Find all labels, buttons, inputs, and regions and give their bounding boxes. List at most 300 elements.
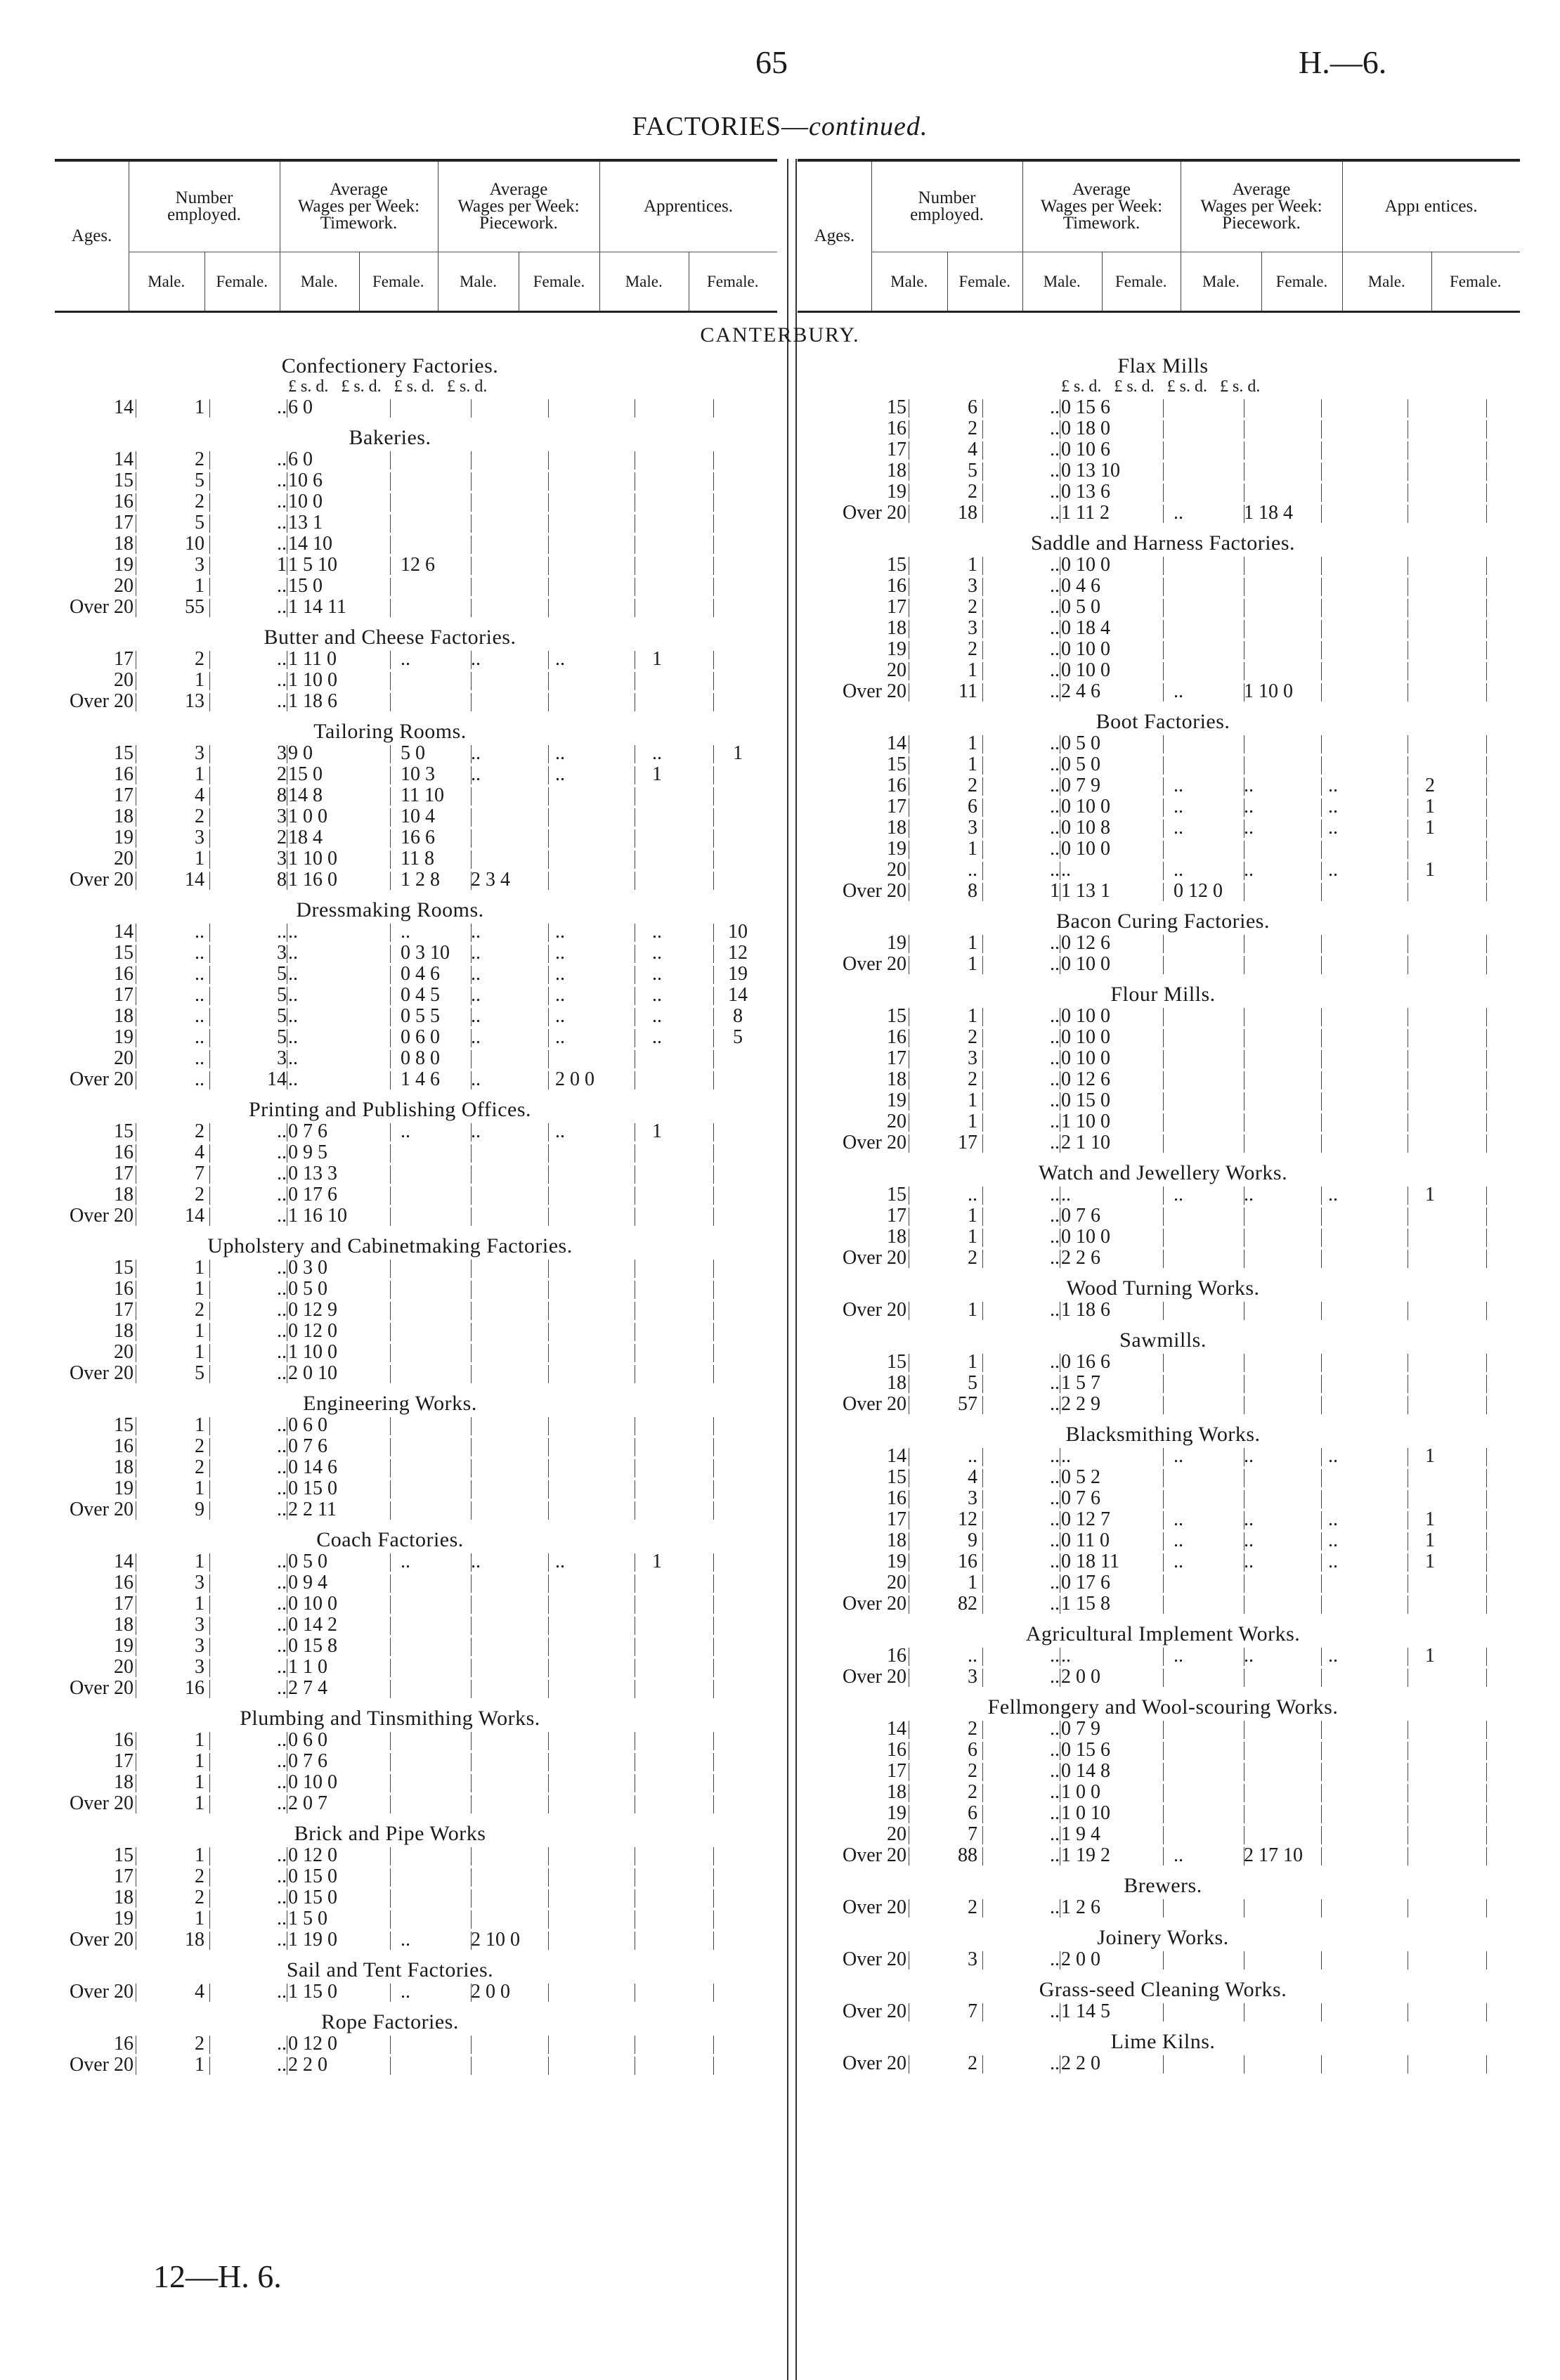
column-rule bbox=[209, 1008, 210, 1026]
table-row bbox=[780, 397, 1546, 418]
female-count: .. bbox=[1050, 1666, 1060, 1688]
timework-male: 0 10 0 bbox=[1061, 659, 1110, 681]
table-row bbox=[7, 397, 773, 418]
column-rule bbox=[1321, 641, 1322, 659]
column-rule bbox=[209, 1260, 210, 1278]
column-rule bbox=[471, 1186, 472, 1205]
timework-male: 1 10 0 bbox=[288, 848, 337, 869]
column-rule bbox=[1163, 505, 1164, 523]
timework-male: 0 10 0 bbox=[288, 1593, 337, 1615]
column-rule bbox=[1163, 1375, 1164, 1393]
age-cell: Over 20 bbox=[70, 869, 134, 891]
column-rule bbox=[1486, 578, 1487, 596]
female-count: .. bbox=[1050, 460, 1060, 481]
table-row bbox=[780, 1027, 1546, 1048]
age-cell: 16 bbox=[114, 491, 134, 512]
column-rule bbox=[1321, 599, 1322, 617]
column-rule bbox=[713, 536, 714, 554]
section-title: Tailoring Rooms. bbox=[313, 720, 467, 743]
table-row bbox=[780, 1488, 1546, 1509]
male-count: 3 bbox=[968, 1948, 977, 1970]
column-header-left bbox=[55, 159, 777, 313]
factory-section bbox=[7, 427, 773, 618]
table-row bbox=[780, 555, 1546, 576]
column-rule bbox=[982, 1805, 983, 1823]
table-row bbox=[780, 1719, 1546, 1740]
timework-male: 2 2 6 bbox=[1061, 1247, 1100, 1269]
column-rule bbox=[1486, 557, 1487, 575]
timework-male: 0 10 0 bbox=[1061, 796, 1110, 817]
column-rule bbox=[390, 1638, 391, 1656]
timework-female: 10 4 bbox=[401, 806, 435, 827]
male-count: 2 bbox=[968, 481, 977, 503]
age-cell: 17 bbox=[114, 1865, 134, 1887]
age-cell: 15 bbox=[114, 1120, 134, 1142]
factory-section bbox=[780, 1162, 1546, 1269]
male-count: .. bbox=[195, 1047, 204, 1069]
table-row bbox=[780, 1048, 1546, 1069]
column-rule bbox=[209, 536, 210, 554]
male-count: 2 bbox=[195, 648, 204, 670]
table-row bbox=[7, 576, 773, 597]
male-count: 14 bbox=[185, 1205, 204, 1227]
apprentice-male: 1 bbox=[1425, 1645, 1435, 1667]
column-rule bbox=[1321, 1050, 1322, 1068]
column-rule bbox=[982, 883, 983, 901]
column-rule bbox=[1486, 862, 1487, 880]
table-row bbox=[7, 1908, 773, 1929]
piecework-male: .. bbox=[1244, 1445, 1254, 1467]
column-rule bbox=[471, 1596, 472, 1614]
table-row bbox=[7, 1415, 773, 1436]
female-count: 2 bbox=[277, 827, 287, 848]
column-rule bbox=[548, 1659, 549, 1677]
female-count: .. bbox=[277, 1205, 287, 1227]
factory-section bbox=[7, 1959, 773, 2003]
table-row bbox=[7, 869, 773, 891]
female-count: .. bbox=[1050, 554, 1060, 576]
timework-male: 0 12 0 bbox=[288, 1320, 337, 1342]
age-cell: Over 20 bbox=[843, 880, 906, 902]
age-cell: Over 20 bbox=[70, 1981, 134, 2003]
table-row bbox=[780, 1394, 1546, 1415]
column-rule bbox=[1163, 1742, 1164, 1760]
female-count: .. bbox=[1050, 1047, 1060, 1069]
timework-male: 0 12 9 bbox=[288, 1299, 337, 1321]
timework-male: 6 0 bbox=[288, 396, 313, 418]
column-rule bbox=[1163, 935, 1164, 953]
table-row bbox=[7, 1257, 773, 1279]
female-count: .. bbox=[1050, 1005, 1060, 1027]
column-rule bbox=[982, 1229, 983, 1247]
age-cell: 14 bbox=[114, 396, 134, 418]
page-number: 65 bbox=[755, 44, 788, 80]
column-rule bbox=[390, 1417, 391, 1435]
timework-male: 13 1 bbox=[288, 512, 323, 533]
apprentice-male: 1 bbox=[1425, 1184, 1435, 1205]
column-rule bbox=[1486, 735, 1487, 754]
column-rule bbox=[982, 1029, 983, 1047]
piecework-female: .. bbox=[555, 1005, 565, 1027]
table-row bbox=[7, 985, 773, 1006]
timework-male: 0 9 4 bbox=[288, 1572, 327, 1593]
male-count: 5 bbox=[968, 1372, 977, 1394]
female-count: .. bbox=[1050, 418, 1060, 439]
column-rule bbox=[982, 841, 983, 859]
column-rule bbox=[1163, 1532, 1164, 1551]
column-rule bbox=[209, 987, 210, 1005]
age-cell: 16 bbox=[114, 2033, 134, 2055]
column-rule bbox=[548, 1165, 549, 1184]
male-count: 1 bbox=[195, 1771, 204, 1793]
timework-male: 1 0 0 bbox=[288, 806, 327, 827]
column-rule bbox=[209, 1281, 210, 1299]
column-rule bbox=[548, 1302, 549, 1320]
column-rule bbox=[982, 599, 983, 617]
column-rule bbox=[209, 472, 210, 491]
male-count: 1 bbox=[968, 1005, 977, 1027]
column-rule bbox=[1321, 1574, 1322, 1593]
column-rule bbox=[713, 693, 714, 711]
male-count: .. bbox=[195, 1068, 204, 1090]
male-count: .. bbox=[968, 1445, 977, 1467]
timework-female: 1 2 8 bbox=[401, 869, 440, 891]
column-rule bbox=[390, 1659, 391, 1677]
column-rule bbox=[1486, 1574, 1487, 1593]
age-cell: 19 bbox=[887, 838, 906, 860]
table-row bbox=[780, 1111, 1546, 1132]
column-rule bbox=[982, 578, 983, 596]
table-row bbox=[780, 639, 1546, 660]
timework-male: 1 15 0 bbox=[288, 1981, 337, 2003]
column-rule bbox=[1163, 1669, 1164, 1687]
age-cell: 19 bbox=[114, 1477, 134, 1499]
column-rule bbox=[713, 1302, 714, 1320]
apprentice-male: 1 bbox=[1425, 796, 1435, 817]
timework-male: 15 0 bbox=[288, 763, 323, 785]
age-cell: 18 bbox=[114, 1887, 134, 1908]
column-rule bbox=[1321, 1742, 1322, 1760]
column-rule bbox=[982, 956, 983, 974]
factory-section bbox=[7, 1392, 773, 1520]
column-rule bbox=[1163, 883, 1164, 901]
age-cell: 18 bbox=[887, 617, 906, 639]
age-cell: 16 bbox=[887, 1739, 906, 1761]
age-cell: 14 bbox=[887, 1718, 906, 1740]
section-title: Plumbing and Tinsmithing Works. bbox=[240, 1707, 540, 1730]
age-cell: 15 bbox=[887, 554, 906, 576]
column-rule bbox=[1163, 1229, 1164, 1247]
column-rule bbox=[1163, 1029, 1164, 1047]
column-rule bbox=[982, 935, 983, 953]
column-rule bbox=[390, 1889, 391, 1908]
factory-section bbox=[780, 2031, 1546, 2074]
table-row bbox=[7, 1593, 773, 1615]
column-rule bbox=[209, 2036, 210, 2054]
table-row bbox=[7, 1436, 773, 1457]
female-count: .. bbox=[277, 1163, 287, 1184]
column-rule bbox=[713, 1323, 714, 1341]
column-rule bbox=[1321, 956, 1322, 974]
table-row bbox=[7, 1300, 773, 1321]
male-count: 2 bbox=[968, 2052, 977, 2074]
column-rule bbox=[1163, 1113, 1164, 1132]
column-rule bbox=[209, 851, 210, 869]
column-rule bbox=[1163, 820, 1164, 838]
column-rule bbox=[713, 1365, 714, 1383]
column-rule bbox=[471, 1753, 472, 1771]
female-count: 2 bbox=[277, 763, 287, 785]
apprentice-male: .. bbox=[652, 984, 662, 1006]
age-cell: 20 bbox=[887, 1823, 906, 1845]
table-row bbox=[780, 481, 1546, 503]
column-rule bbox=[548, 851, 549, 869]
age-cell: Over 20 bbox=[843, 502, 906, 524]
table-row bbox=[780, 1949, 1546, 1970]
column-rule bbox=[548, 1753, 549, 1771]
column-rule bbox=[548, 672, 549, 690]
factory-section bbox=[780, 1875, 1546, 1918]
column-rule bbox=[548, 1889, 549, 1908]
apprentice-male: 1 bbox=[1425, 1445, 1435, 1467]
male-count: 1 bbox=[968, 1351, 977, 1373]
female-count: 3 bbox=[277, 742, 287, 764]
male-count: 1 bbox=[968, 659, 977, 681]
piecework-male: .. bbox=[1244, 1529, 1254, 1551]
table-row bbox=[7, 764, 773, 785]
column-rule bbox=[1321, 620, 1322, 638]
column-rule bbox=[390, 693, 391, 711]
apprentice-male: 1 bbox=[1425, 1551, 1435, 1572]
timework-male: 2 2 0 bbox=[1061, 2052, 1100, 2074]
table-row bbox=[780, 1205, 1546, 1227]
timework-male: .. bbox=[288, 963, 298, 985]
table-row bbox=[780, 775, 1546, 796]
piecework-male: .. bbox=[471, 1551, 481, 1572]
column-rule bbox=[1163, 1448, 1164, 1466]
table-row bbox=[780, 1184, 1546, 1205]
piecework-female: .. bbox=[555, 984, 565, 1006]
column-rule bbox=[982, 820, 983, 838]
column-rule bbox=[471, 1795, 472, 1813]
column-rule bbox=[982, 1490, 983, 1508]
age-cell: 20 bbox=[887, 1111, 906, 1132]
column-rule bbox=[1163, 735, 1164, 754]
female-count: .. bbox=[1050, 1572, 1060, 1593]
column-rule bbox=[713, 787, 714, 806]
age-cell: 16 bbox=[114, 763, 134, 785]
column-rule bbox=[1321, 1899, 1322, 1917]
column-rule bbox=[713, 1123, 714, 1142]
male-count: 3 bbox=[195, 1635, 204, 1657]
timework-male: 0 14 6 bbox=[288, 1456, 337, 1478]
column-rule bbox=[1321, 1490, 1322, 1508]
section-title: Watch and Jewellery Works. bbox=[1038, 1161, 1288, 1184]
apprentice-male: .. bbox=[652, 1005, 662, 1027]
table-row bbox=[780, 1824, 1546, 1845]
piecework-male: .. bbox=[471, 963, 481, 985]
column-rule bbox=[982, 1208, 983, 1226]
timework-female: 0 4 5 bbox=[401, 984, 440, 1006]
header-female: Female. bbox=[519, 252, 599, 311]
apprentice-male: 1 bbox=[1425, 1508, 1435, 1530]
age-cell: 16 bbox=[114, 1435, 134, 1457]
timework-male: 0 13 3 bbox=[288, 1163, 337, 1184]
female-count: .. bbox=[1050, 439, 1060, 460]
column-rule bbox=[390, 672, 391, 690]
column-rule bbox=[390, 1281, 391, 1299]
female-count: .. bbox=[1050, 838, 1060, 860]
section-title: Bacon Curing Factories. bbox=[1056, 910, 1270, 933]
factory-section bbox=[780, 532, 1546, 702]
column-rule bbox=[548, 515, 549, 533]
factory-section bbox=[7, 626, 773, 712]
female-count: .. bbox=[1050, 1551, 1060, 1572]
column-rule bbox=[471, 399, 472, 418]
male-count: 4 bbox=[195, 1142, 204, 1163]
male-count: 3 bbox=[968, 575, 977, 597]
apprentice-male: .. bbox=[652, 742, 662, 764]
age-cell: 18 bbox=[887, 1781, 906, 1803]
column-rule bbox=[713, 1050, 714, 1068]
column-rule bbox=[390, 1774, 391, 1792]
factory-section bbox=[7, 2011, 773, 2076]
header-female: Female. bbox=[1261, 252, 1342, 311]
column-rule bbox=[548, 578, 549, 596]
male-count: 1 bbox=[195, 1908, 204, 1929]
male-count: 1 bbox=[195, 1792, 204, 1814]
age-cell: 18 bbox=[114, 1456, 134, 1478]
female-count: .. bbox=[1050, 859, 1060, 881]
male-count: 2 bbox=[968, 1026, 977, 1048]
male-count: 1 bbox=[968, 1299, 977, 1321]
male-count: 82 bbox=[958, 1593, 977, 1615]
timework-male: 0 17 6 bbox=[288, 1184, 337, 1205]
left-column bbox=[7, 355, 773, 2084]
column-rule bbox=[713, 1732, 714, 1750]
female-count: 1 bbox=[1050, 880, 1060, 902]
age-cell: 19 bbox=[887, 481, 906, 503]
timework-male: 0 13 10 bbox=[1061, 460, 1120, 481]
column-rule bbox=[713, 766, 714, 784]
timework-male: 0 14 2 bbox=[288, 1614, 337, 1636]
column-rule bbox=[1321, 1354, 1322, 1372]
section-title: Lime Kilns. bbox=[1110, 2030, 1216, 2053]
column-rule bbox=[209, 1344, 210, 1362]
column-rule bbox=[982, 1448, 983, 1466]
table-row bbox=[7, 555, 773, 576]
column-rule bbox=[1486, 1050, 1487, 1068]
column-rule bbox=[471, 1889, 472, 1908]
column-rule bbox=[390, 451, 391, 470]
column-rule bbox=[209, 1774, 210, 1792]
female-count: .. bbox=[277, 1844, 287, 1866]
column-rule bbox=[1486, 1763, 1487, 1781]
column-rule bbox=[209, 693, 210, 711]
female-count: .. bbox=[1050, 396, 1060, 418]
age-cell: 16 bbox=[887, 575, 906, 597]
column-rule bbox=[1321, 1134, 1322, 1153]
age-cell: Over 20 bbox=[843, 1844, 906, 1866]
column-rule bbox=[390, 1732, 391, 1750]
age-cell: 17 bbox=[114, 1593, 134, 1615]
age-cell: 18 bbox=[114, 1184, 134, 1205]
column-rule bbox=[982, 1469, 983, 1487]
section-title: Upholstery and Cabinetmaking Factories. bbox=[207, 1234, 573, 1257]
section-title: Coach Factories. bbox=[316, 1528, 464, 1551]
age-cell: 18 bbox=[114, 806, 134, 827]
column-rule bbox=[390, 1302, 391, 1320]
column-rule bbox=[982, 1574, 983, 1593]
age-cell: 16 bbox=[114, 1142, 134, 1163]
column-rule bbox=[1321, 1071, 1322, 1089]
piecework-female: .. bbox=[1328, 817, 1338, 839]
age-cell: 15 bbox=[114, 742, 134, 764]
male-count: 1 bbox=[968, 953, 977, 975]
column-rule bbox=[548, 1617, 549, 1635]
piecework-female: .. bbox=[555, 1551, 565, 1572]
column-rule bbox=[390, 987, 391, 1005]
age-cell: 18 bbox=[114, 1771, 134, 1793]
column-rule bbox=[982, 1186, 983, 1205]
column-rule bbox=[1163, 862, 1164, 880]
age-cell: 15 bbox=[887, 396, 906, 418]
currency-heading bbox=[780, 377, 1546, 397]
male-count: 6 bbox=[968, 1802, 977, 1824]
table-row bbox=[7, 1363, 773, 1384]
apprentice-female: 5 bbox=[733, 1026, 743, 1048]
piecework-male: .. bbox=[471, 1120, 481, 1142]
column-rule bbox=[1486, 641, 1487, 659]
female-count: .. bbox=[1050, 1068, 1060, 1090]
column-rule bbox=[1321, 883, 1322, 901]
female-count: .. bbox=[277, 1865, 287, 1887]
table-row bbox=[7, 1772, 773, 1793]
age-cell: Over 20 bbox=[70, 1205, 134, 1227]
table-row bbox=[7, 806, 773, 827]
male-count: 1 bbox=[968, 1572, 977, 1593]
column-rule bbox=[982, 1008, 983, 1026]
table-row bbox=[7, 470, 773, 491]
column-rule bbox=[713, 1868, 714, 1887]
female-count: .. bbox=[277, 1593, 287, 1615]
column-rule bbox=[548, 1144, 549, 1163]
column-rule bbox=[982, 463, 983, 481]
column-rule bbox=[390, 1323, 391, 1341]
apprentice-female: 14 bbox=[728, 984, 748, 1006]
column-rule bbox=[1163, 1250, 1164, 1268]
column-rule bbox=[1486, 1951, 1487, 1970]
column-rule bbox=[1486, 441, 1487, 460]
female-count: .. bbox=[277, 1677, 287, 1699]
age-cell: Over 20 bbox=[70, 1792, 134, 1814]
column-rule bbox=[982, 1721, 983, 1739]
age-cell: 17 bbox=[114, 1750, 134, 1772]
timework-male: 0 7 6 bbox=[288, 1120, 327, 1142]
timework-male: 0 12 7 bbox=[1061, 1508, 1110, 1530]
table-row bbox=[7, 1730, 773, 1751]
section-title: Brick and Pipe Works bbox=[294, 1822, 486, 1845]
column-rule bbox=[471, 1847, 472, 1865]
column-rule bbox=[1163, 1596, 1164, 1614]
factory-section bbox=[780, 983, 1546, 1153]
column-rule bbox=[209, 599, 210, 617]
column-rule bbox=[1163, 1208, 1164, 1226]
column-rule bbox=[209, 1123, 210, 1142]
timework-male: 14 8 bbox=[288, 784, 323, 806]
column-rule bbox=[390, 2036, 391, 2054]
column-rule bbox=[548, 1459, 549, 1477]
